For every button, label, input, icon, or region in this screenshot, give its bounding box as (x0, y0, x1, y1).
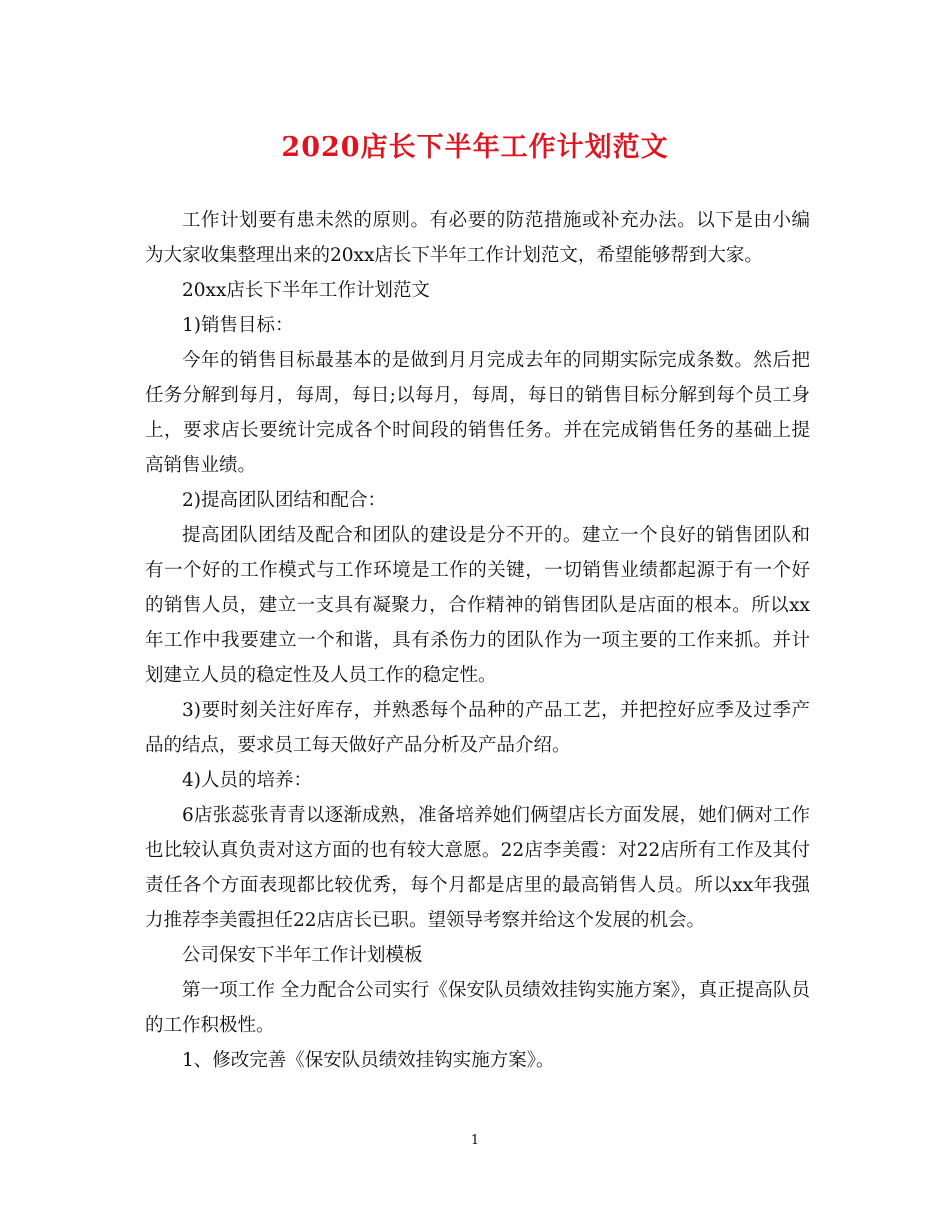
paragraph-inventory: 3)要时刻关注好库存，并熟悉每个品种的产品工艺，并把控好应季及过季产品的结点，要求员工每天做好产品分析及产品介绍。 (145, 700, 810, 756)
heading-sales-target: 1)销售目标： (182, 315, 294, 336)
paragraph-first-task: 第一项工作 全力配合公司实行《保安队员绩效挂钩实施方案》，真正提高队员的工作积极性。 (145, 980, 810, 1036)
paragraph-intro: 工作计划要有患未然的原则。有必要的防范措施或补充办法。以下是由小编为大家收集整理出来的20xx店长下半年工作计划范文，希望能够帮到大家。 (145, 210, 810, 266)
page-number: 1 (470, 1133, 480, 1148)
paragraph-staff-training: 6店张蕊张青青以逐渐成熟，准备培养她们俩望店长方面发展，她们俩对工作也比较认真负责对这方面的也有较大意愿。22店李美霞：对22店所有工作及其付责任各个方面表现都比较优秀，每个月都是店里的最高销售人员。所以xx年我强力推荐李美霞担任22店店长已职。望领导考察并给这个发展的机会。 (145, 805, 810, 931)
document-title: 2020店长下半年工作计划范文 (281, 132, 669, 163)
paragraph-team-unity: 提高团队团结及配合和团队的建设是分不开的。建立一个良好的销售团队和有一个好的工作模式与工作环境是工作的关键，一切销售业绩都起源于有一个好的销售人员，建立一支具有凝聚力，合作精神的销售团队是店面的根本。所以xx年工作中我要建立一个和谐，具有杀伤力的团队作为一项主要的工作来抓。并计划建立人员的稳定性及人员工作的稳定性。 (145, 525, 810, 686)
document-body (145, 203, 810, 1078)
paragraph-sales-target: 今年的销售目标最基本的是做到月月完成去年的同期实际完成条数。然后把任务分解到每月，每周，每日;以每月，每周，每日的销售目标分解到每个员工身上，要求店长要统计完成各个时间段的销售任务。并在完成销售任务的基础上提高销售业绩。 (145, 350, 810, 476)
heading-security-plan: 公司保安下半年工作计划模板 (182, 945, 423, 966)
heading-team-unity: 2)提高团队团结和配合： (182, 490, 386, 511)
paragraph-subtitle: 20xx店长下半年工作计划范文 (182, 280, 430, 301)
heading-staff-training: 4)人员的培养： (182, 770, 312, 791)
paragraph-item-1: 1、修改完善《保安队员绩效挂钩实施方案》。 (182, 1050, 555, 1071)
